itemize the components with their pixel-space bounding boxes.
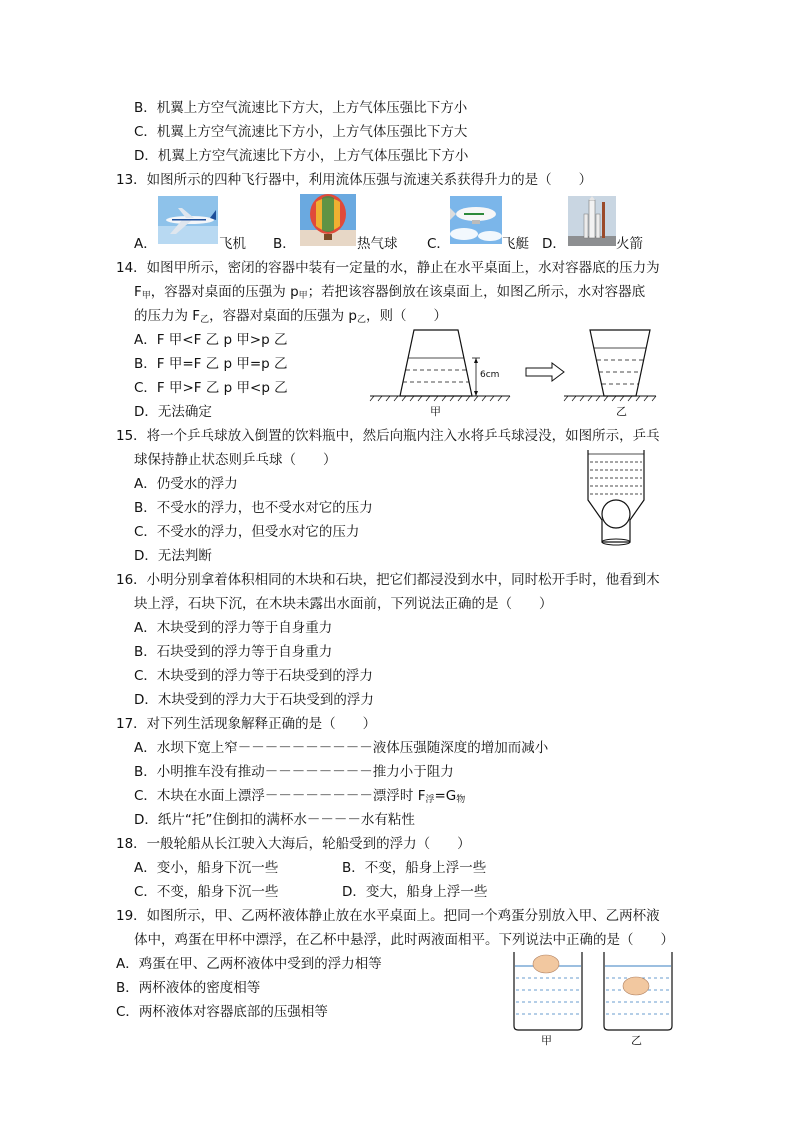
q14-option-d: D．无法确定 — [134, 404, 212, 420]
q14-container-figure — [368, 326, 658, 418]
q17-stem: 17．对下列生活现象解释正确的是（ ） — [116, 716, 377, 732]
q19-cups-figure — [506, 948, 686, 1048]
q14-fig-label-jia: 甲 — [430, 405, 441, 418]
q12-option-c: C．机翼上方空气流速比下方小，上方气体压强比下方大 — [134, 124, 468, 140]
q19-fig-label-yi: 乙 — [631, 1034, 642, 1047]
q15-line2: 球保持静止状态则乒乓球（ ） — [134, 452, 337, 468]
airship-image — [450, 196, 502, 244]
q19-option-b: B．两杯液体的密度相等 — [116, 980, 261, 996]
q16-line1: 16．小明分别拿着体积相同的木块和石块，把它们都浸没到水中，同时松开手时，他看到木 — [116, 572, 660, 588]
q19-line2: 体中，鸡蛋在甲杯中漂浮，在乙杯中悬浮，此时两液面相平。下列说法中正确的是（ ） — [134, 932, 674, 948]
q15-option-b: B．不受水的浮力，也不受水对它的压力 — [134, 500, 373, 516]
q16-option-d: D．木块受到的浮力大于石块受到的浮力 — [134, 692, 374, 708]
q16-line2: 块上浮，石块下沉，在木块未露出水面前，下列说法正确的是（ ） — [134, 596, 553, 612]
q15-option-d: D．无法判断 — [134, 548, 212, 564]
q14-option-b: B．F 甲=F 乙 p 甲=p 乙 — [134, 356, 288, 372]
q19-line1: 19．如图所示，甲、乙两杯液体静止放在水平桌面上。把同一个鸡蛋分别放入甲、乙两杯液 — [116, 908, 660, 924]
q16-option-b: B．石块受到的浮力等于自身重力 — [134, 644, 333, 660]
q18-option-a: A．变小，船身下沉一些 — [134, 860, 279, 876]
q18-stem: 18．一般轮船从长江驶入大海后，轮船受到的浮力（ ） — [116, 836, 471, 852]
q13-option-b-label: 热气球 — [357, 236, 398, 252]
q17-option-b: B．小明推车没有推动－－－－－－－－推力小于阻力 — [134, 764, 454, 780]
q15-bottle-figure — [584, 448, 648, 548]
q16-option-c: C．木块受到的浮力等于石块受到的浮力 — [134, 668, 373, 684]
rocket-image — [568, 196, 616, 246]
q18-option-d: D．变大，船身上浮一些 — [342, 884, 488, 900]
q19-option-c: C．两杯液体对容器底部的压强相等 — [116, 1004, 328, 1020]
q17-option-d: D．纸片“托”住倒扣的满杯水－－－－水有粘性 — [134, 812, 415, 828]
q13-option-a-label: 飞机 — [219, 236, 246, 252]
q13-option-c-label: 飞艇 — [502, 236, 529, 252]
q15-option-c: C．不受水的浮力，但受水对它的压力 — [134, 524, 360, 540]
q14-line1: 14．如图甲所示，密闭的容器中装有一定量的水，静止在水平桌面上，水对容器底的压力为 — [116, 260, 660, 276]
q14-option-a: A．F 甲<F 乙 p 甲>p 乙 — [134, 332, 288, 348]
q16-option-a: A．木块受到的浮力等于自身重力 — [134, 620, 333, 636]
q19-option-a: A．鸡蛋在甲、乙两杯液体中受到的浮力相等 — [116, 956, 382, 972]
q19-fig-label-jia: 甲 — [541, 1034, 552, 1047]
q14-height-label: 6cm — [480, 370, 500, 380]
q18-option-b: B．不变，船身上浮一些 — [342, 860, 487, 876]
q13-option-d-letter: D． — [542, 236, 566, 252]
q15-line1: 15．将一个乒乓球放入倒置的饮料瓶中，然后向瓶内注入水将乒乓球浸没，如图所示，乒乓 — [116, 428, 660, 444]
q12-option-b: B．机翼上方空气流速比下方大，上方气体压强比下方小 — [134, 100, 468, 116]
hot-air-balloon-image — [300, 194, 356, 246]
q17-option-c: C．木块在水面上漂浮－－－－－－－－漂浮时 $F_浮=G_物$ — [134, 788, 466, 805]
q14-fig-label-yi: 乙 — [616, 405, 627, 418]
q14-option-c: C．F 甲>F 乙 p 甲<p 乙 — [134, 380, 288, 396]
q13-option-d-label: 火箭 — [616, 236, 643, 252]
q13-stem: 13．如图所示的四种飞行器中，利用流体压强与流速关系获得升力的是（ ） — [116, 172, 593, 188]
q14-line2: $F_甲$，容器对桌面的压强为 $p_甲$；若把该容器倒放在该桌面上，如图乙所示，水对容器底 — [134, 284, 646, 301]
airplane-image — [158, 196, 218, 244]
q13-option-c-letter: C． — [427, 236, 450, 252]
q14-line3: 的压力为 $F_乙$，容器对桌面的压强为 $p_乙$，则（ ） — [134, 308, 447, 325]
q13-option-b-letter: B． — [273, 236, 296, 252]
q13-option-a-letter: A． — [134, 236, 157, 252]
q17-option-a: A．水坝下宽上窄－－－－－－－－－－液体压强随深度的增加而减小 — [134, 740, 549, 756]
q15-option-a: A．仍受水的浮力 — [134, 476, 238, 492]
q12-option-d: D．机翼上方空气流速比下方小，上方气体压强比下方小 — [134, 148, 469, 164]
q18-option-c: C．不变，船身下沉一些 — [134, 884, 279, 900]
